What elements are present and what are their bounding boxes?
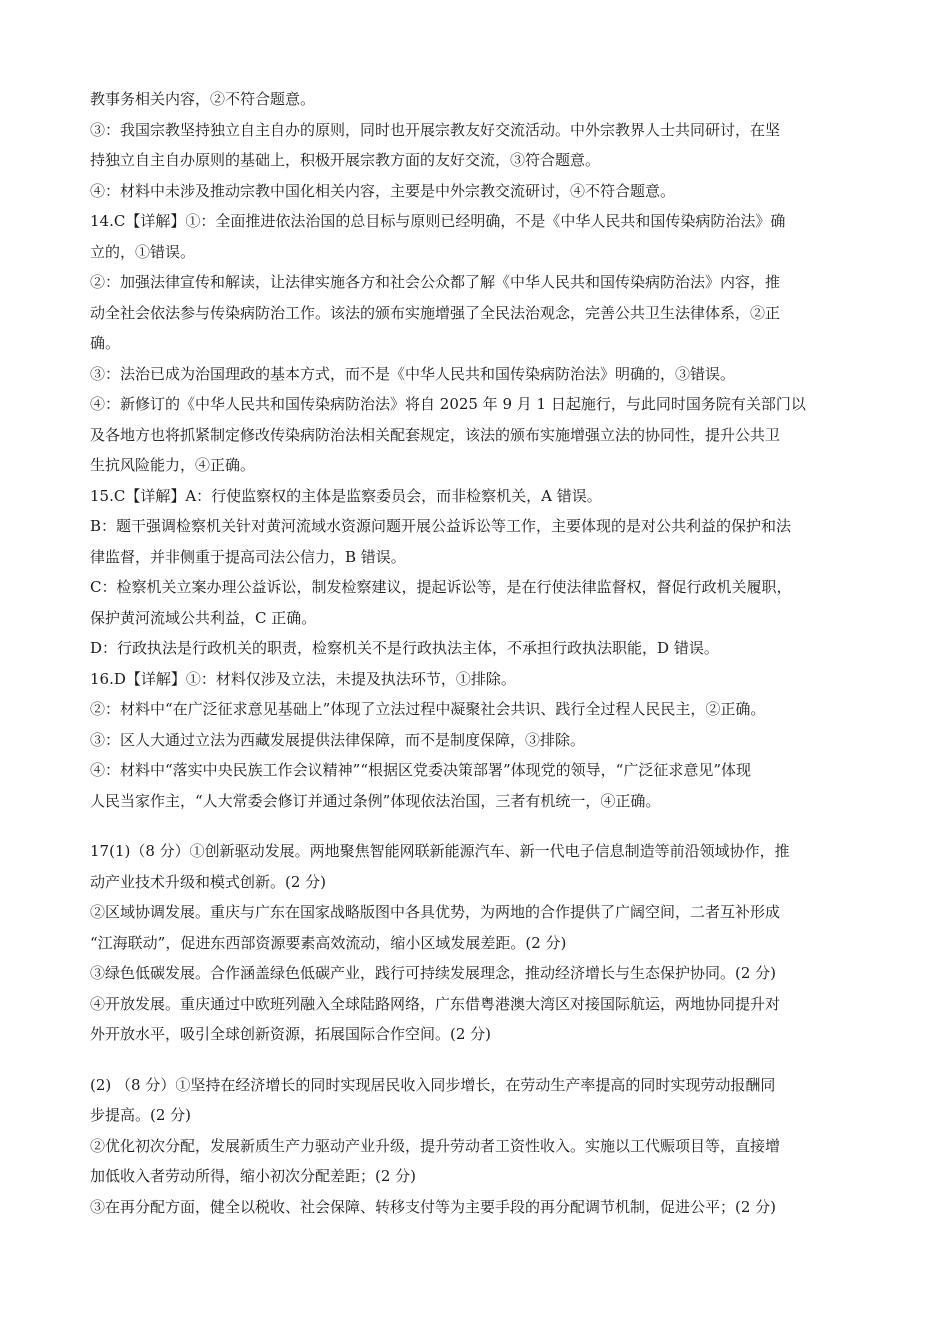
text-line: 17(1)（8 分）①创新驱动发展。两地聚焦智能网联新能源汽车、新一代电子信息制造等前沿领域协作，推: [90, 842, 790, 860]
text-line: ②区域协调发展。重庆与广东在国家战略版图中各具优势，为两地的合作提供了广阔空间，二者互补形成: [90, 903, 781, 921]
text-line: 生抗风险能力，④正确。: [90, 456, 256, 474]
text-line: 外开放水平，吸引全球创新资源，拓展国际合作空间。(2 分): [90, 1025, 492, 1043]
text-line: 人民当家作主，“人大常委会修订并通过条例”体现依法治国，三者有机统一，④正确。: [90, 791, 661, 810]
text-line: 加低收入者劳动所得，缩小初次分配差距；(2 分): [90, 1167, 417, 1185]
text-line: 律监督，并非侧重于提高司法公信力，B 错误。: [90, 547, 406, 566]
text-line: 步提高。(2 分): [90, 1106, 192, 1124]
text-line: 立的，①错误。: [90, 242, 196, 261]
text-line: ②：加强法律宣传和解读，让法律实施各方和社会公众都了解《中华人民共和国传染病防治法》内容，推: [90, 273, 781, 291]
text-line: D：行政执法是行政机关的职责，检察机关不是行政执法主体，不承担行政执法职能，D 错误。: [90, 639, 719, 657]
text-line: ③绿色低碳发展。合作涵盖绿色低碳产业，践行可持续发展理念，推动经济增长与生态保护协同。(2 分): [90, 964, 777, 982]
text-line: ④：材料中未涉及推动宗教中国化相关内容，主要是中外宗教交流研讨，④不符合题意。: [90, 181, 676, 200]
section-gap: [90, 816, 865, 836]
text-line: ②：材料中“在广泛征求意见基础上”体现了立法过程中凝聚社会共识、践行全过程人民民主，②正确。: [90, 700, 766, 718]
text-line: 保护黄河流域公共利益，C 正确。: [90, 608, 317, 627]
text-line: 动全社会依法参与传染病防治工作。该法的颁布实施增强了全民法治观念，完善公共卫生法律体系，②正: [90, 303, 781, 322]
text-line: ④：材料中“落实中央民族工作会议精神”“根据区党委决策部署”体现党的领导，“广泛征求意见”体现: [90, 761, 752, 779]
text-line: ③：区人大通过立法为西藏发展提供法律保障，而不是制度保障，③排除。: [90, 730, 586, 749]
text-line: C：检察机关立案办理公益诉讼，制发检察建议，提起诉讼等，是在行使法律监督权，督促行政机关履职，: [90, 578, 792, 596]
text-line: 持独立自主自办原则的基础上，积极开展宗教方面的友好交流，③符合题意。: [90, 151, 601, 169]
document-page: [90, 84, 865, 1222]
text-line: 15.C【详解】A：行使监察权的主体是监察委员会，而非检察机关，A 错误。: [90, 486, 602, 505]
text-line: 16.D【详解】①：材料仅涉及立法，未提及执法环节，①排除。: [90, 669, 516, 688]
text-line: 14.C【详解】①：全面推进依法治国的总目标与原则已经明确，不是《中华人民共和国传染病防治法》确: [90, 212, 786, 230]
text-line: 及各地方也将抓紧制定修改传染病防治法相关配套规定，该法的颁布实施增强立法的协同性，提升公共卫: [90, 425, 781, 444]
text-line: ③在再分配方面，健全以税收、社会保障、转移支付等为主要手段的再分配调节机制，促进公平；(2 分): [90, 1197, 777, 1216]
text-line: (2) （8 分）①坚持在经济增长的同时实现居民收入同步增长，在劳动生产率提高的同时实现劳动报酬同: [90, 1075, 776, 1094]
text-line: ②优化初次分配，发展新质生产力驱动产业升级，提升劳动者工资性收入。实施以工代赈项目等，直接增: [90, 1136, 781, 1155]
text-line: ④开放发展。重庆通过中欧班列融入全球陆路网络，广东借粤港澳大湾区对接国际航运，两地协同提升对: [90, 994, 781, 1013]
text-line: ③：我国宗教坚持独立自主自办的原则，同时也开展宗教友好交流活动。中外宗教界人士共同研讨，在坚: [90, 120, 781, 139]
text-line: B：题干强调检察机关针对黄河流域水资源问题开展公益诉讼等工作，主要体现的是对公共利益的保护和法: [90, 517, 792, 535]
text-line: “江海联动”，促进东西部资源要素高效流动，缩小区域发展差距。(2 分): [90, 933, 567, 952]
text-line: ④：新修订的《中华人民共和国传染病防治法》将自 2025 年 9 月 1 日起施行，与此同时国务院有关部门以: [90, 395, 806, 413]
text-line: 确。: [90, 334, 121, 352]
text-line: ③：法治已成为治国理政的基本方式，而不是《中华人民共和国传染病防治法》明确的，③错误。: [90, 364, 736, 383]
text-line: 教事务相关内容，②不符合题意。: [90, 90, 316, 108]
text-line: 动产业技术升级和模式创新。(2 分): [90, 872, 327, 891]
section-gap: [90, 1050, 865, 1070]
